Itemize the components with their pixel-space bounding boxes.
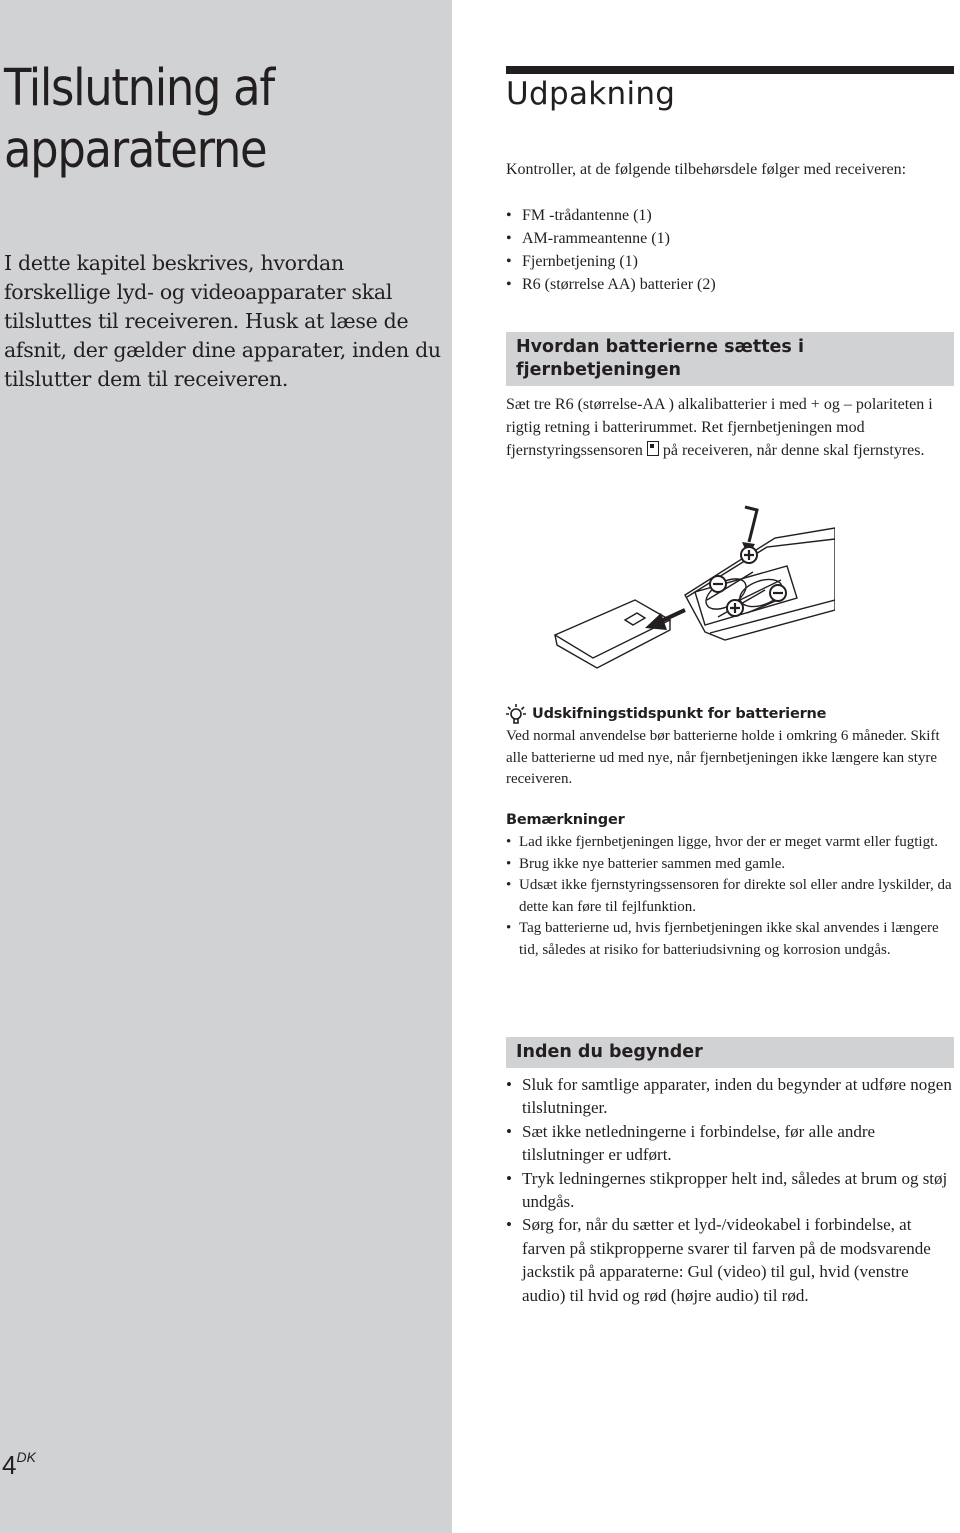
battery-heading-line2: fjernbetjeningen xyxy=(516,360,681,380)
remote-sensor-icon xyxy=(647,441,659,456)
list-item: • AM-rammeantenne (1) xyxy=(506,227,954,250)
list-item: • FM -trådantenne (1) xyxy=(506,204,954,227)
battery-text-part1: Sæt tre R6 (størrelse-AA ) alkalibatterier i med + og – polariteten i rigtig retning i batterirummet. Ret fjernbetjeningen mod fjernstyringssensoren xyxy=(506,396,933,459)
chapter-title-line1: Tilslutning af xyxy=(4,59,274,118)
page-number xyxy=(2,1450,36,1481)
accessory-list xyxy=(506,204,954,296)
list-item: • Lad ikke fjernbetjeningen ligge, hvor der er meget varmt eller fugtigt. xyxy=(506,832,954,854)
tip-heading-text: Udskifningstidspunkt for batterierne xyxy=(532,706,827,722)
battery-instructions xyxy=(506,393,954,462)
chapter-intro: I dette kapitel beskrives, hvordan forskellige lyd- og videoapparater skal tilsluttes til receiveren. Husk at læse de afsnit, der gælder dine apparater, inden du tilslutter dem til receiveren. xyxy=(4,251,441,391)
battery-heading xyxy=(506,332,954,386)
chapter-sidebar xyxy=(0,0,452,1533)
battery-text-part2: på receiveren, når denne skal fjernstyres. xyxy=(662,442,925,459)
battery-heading-line1: Hvordan batterierne sættes i xyxy=(516,337,804,357)
lightbulb-tip-icon xyxy=(506,703,526,725)
chapter-title xyxy=(4,58,391,182)
page-number-suffix: DK xyxy=(16,1449,36,1466)
list-item: • Sluk for samtlige apparater, inden du begynder at udføre nogen tilslutninger. xyxy=(506,1073,954,1120)
list-item: • R6 (størrelse AA) batterier (2) xyxy=(506,273,954,296)
list-item: • Tag batterierne ud, hvis fjernbetjeningen ikke skal anvendes i længere tid, således at risiko for batteriudsivning og korrosion undgås. xyxy=(506,918,954,961)
tip-heading xyxy=(506,703,826,725)
battery-insertion-illustration xyxy=(535,500,835,675)
section-title: Udpakning xyxy=(506,76,676,112)
list-item: • Sørg for, når du sætter et lyd-/videokabel i forbindelse, at farven på stikpropperne svarer til farven på de modsvarende jackstik på apparaterne: Gul (video) til gul, hvid (venstre audio) til hvid og rød (højre audio) til rød. xyxy=(506,1213,954,1307)
chapter-title-line2: apparaterne xyxy=(4,121,267,180)
before-you-begin-heading: Inden du begynder xyxy=(506,1037,954,1068)
list-item: • Fjernbetjening (1) xyxy=(506,250,954,273)
page-number-value: 4 xyxy=(2,1450,17,1480)
tip-text: Ved normal anvendelse bør batterierne holde i omkring 6 måneder. Skift alle batterierne ud med nye, når fjernbetjeningen ikke længere kan styre receiveren. xyxy=(506,728,940,787)
list-item: • Brug ikke nye batterier sammen med gamle. xyxy=(506,854,954,876)
unpacking-intro: Kontroller, at de følgende tilbehørsdele følger med receiveren: xyxy=(506,161,907,178)
list-item: • Sæt ikke netledningerne i forbindelse, før alle andre tilslutninger er udført. xyxy=(506,1120,954,1167)
notes-heading: Bemærkninger xyxy=(506,812,625,828)
list-item: • Udsæt ikke fjernstyringssensoren for direkte sol eller andre lyskilder, da dette kan føre til fejlfunktion. xyxy=(506,875,954,918)
before-list xyxy=(506,1073,954,1307)
list-item: • Tryk ledningernes stikpropper helt ind, således at brum og støj undgås. xyxy=(506,1167,954,1214)
notes-list xyxy=(506,832,954,961)
section-rule xyxy=(506,66,954,74)
